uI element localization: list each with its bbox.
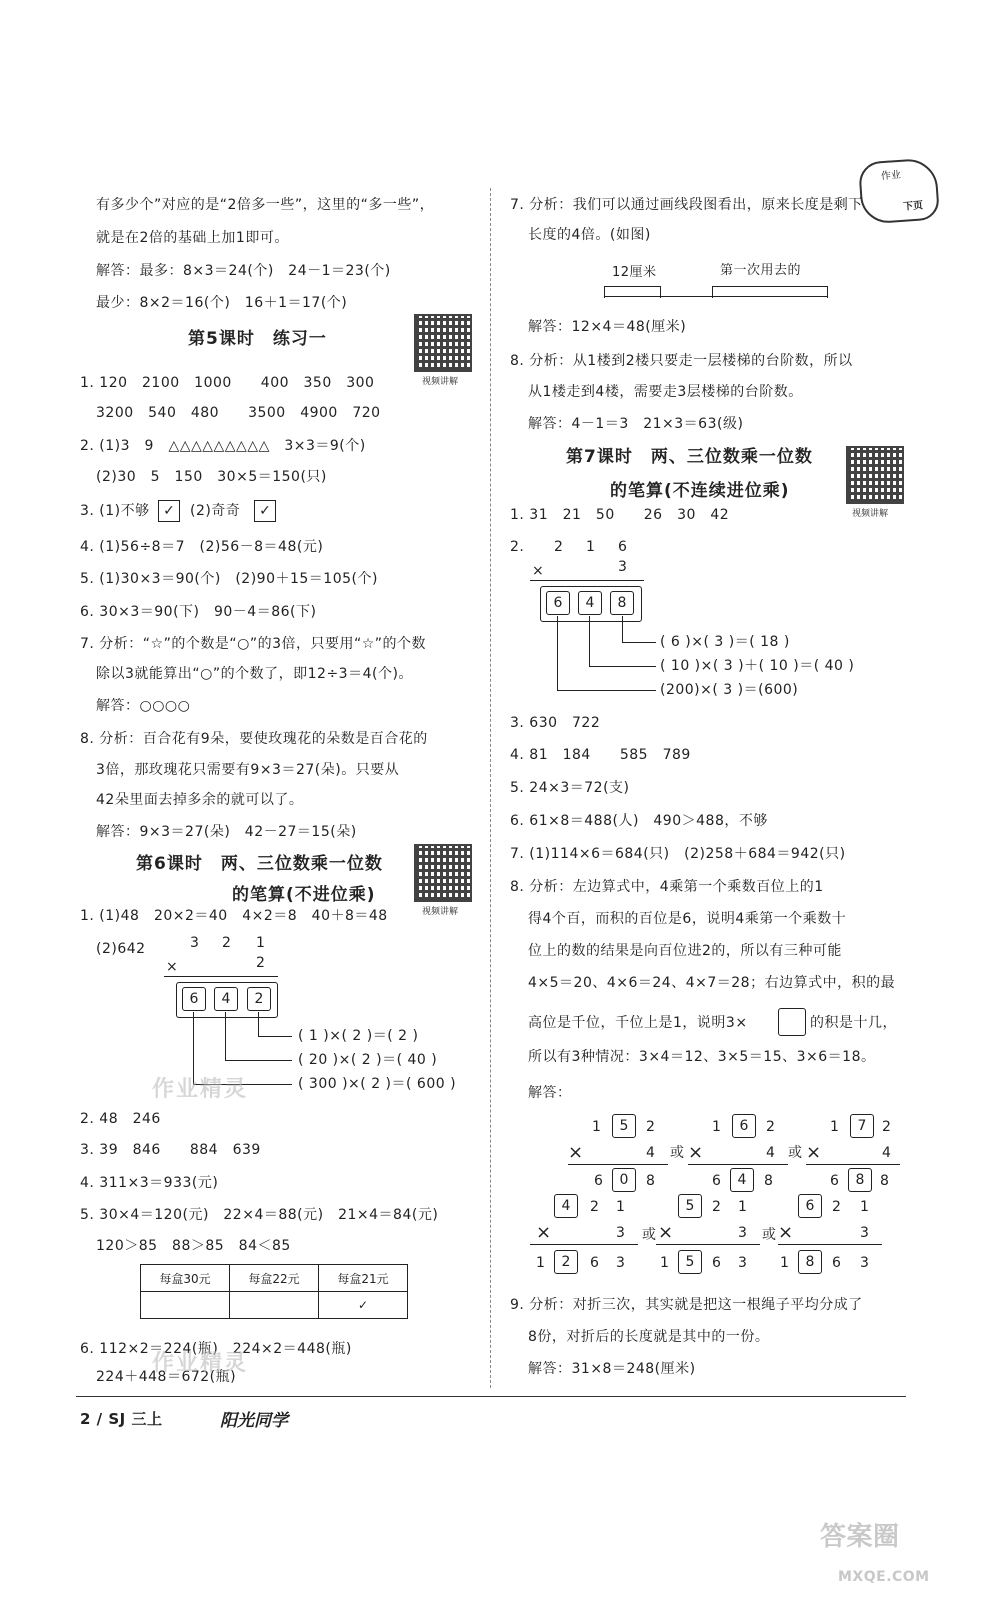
qr-code[interactable] — [848, 448, 902, 502]
l7-q2: 2. — [510, 539, 525, 555]
table-cell: ✓ — [319, 1292, 408, 1319]
table-cell — [141, 1292, 230, 1319]
connector — [622, 642, 656, 643]
lesson7-title-line1: 第7课时 两、三位数乘一位数 — [566, 447, 813, 467]
connector — [258, 1036, 292, 1037]
digit: 4 — [882, 1145, 892, 1161]
digit: 6 — [832, 1255, 842, 1271]
l7-q7: 7. (1)114×6＝684(只) (2)258＋684＝942(只) — [510, 846, 846, 862]
digit: 2 — [554, 539, 564, 555]
l6-q5-line1: 5. 30×4＝120(元) 22×4＝88(元) 21×4＝84(元) — [80, 1207, 439, 1223]
digit: 3 — [616, 1225, 626, 1241]
l6-q1-line2: (2)642 — [96, 941, 146, 957]
sum-line — [530, 1244, 638, 1245]
times-sign: × — [806, 1142, 822, 1163]
l7-q8-line3: 位上的数的结果是向百位进2的，所以有三种可能 — [528, 943, 842, 959]
table-row — [141, 1265, 408, 1292]
segment-line — [604, 296, 828, 297]
answer-box: 6 — [798, 1194, 822, 1218]
times-sign: × — [658, 1222, 674, 1243]
l5-q2-line1: 2. (1)3 9 △△△△△△△△△ 3×3＝9(个) — [80, 438, 366, 454]
answer-box: 5 — [678, 1250, 702, 1274]
times-sign: × — [536, 1222, 552, 1243]
or-text: 或 — [642, 1227, 657, 1243]
l7-q8-line5b: 的积是十几， — [810, 1015, 897, 1031]
l7-q8-answer: 解答： — [528, 1085, 572, 1101]
answer-box: 2 — [554, 1250, 578, 1274]
video-caption: 视频讲解 — [422, 907, 459, 917]
qr-code[interactable] — [416, 846, 470, 900]
digit: 3 — [616, 1255, 626, 1271]
answer-box: 5 — [612, 1114, 636, 1138]
intro-line-2: 就是在2倍的基础上加1即可。 — [96, 230, 289, 246]
l7-q4: 4. 81 184 585 789 — [510, 747, 691, 763]
l5-q1-line2: 3200 540 480 3500 4900 720 — [96, 405, 381, 421]
digit: 2 — [222, 935, 232, 951]
lesson6-title-line1: 第6课时 两、三位数乘一位数 — [136, 854, 383, 874]
sum-line — [530, 580, 644, 581]
connector — [225, 1060, 292, 1061]
digit: 1 — [860, 1199, 870, 1215]
digit: 1 — [592, 1119, 602, 1135]
sum-line — [778, 1244, 882, 1245]
connector — [557, 616, 558, 690]
segment-tick — [827, 286, 828, 298]
corner-watermark: 答案圈 — [820, 1522, 900, 1552]
l5-q1-line1: 1. 120 2100 1000 400 350 300 — [80, 375, 375, 391]
l5-q8-line1: 8. 分析：百合花有9朵，要使玫瑰花的朵数是百合花的 — [80, 731, 428, 747]
sum-line — [688, 1164, 788, 1165]
answer-box: 8 — [848, 1168, 872, 1192]
answer-vertical — [778, 1190, 882, 1270]
column-divider — [490, 188, 491, 1388]
digit: 6 — [594, 1173, 604, 1189]
digit: 1 — [738, 1199, 748, 1215]
l6-q2: 2. 48 246 — [80, 1111, 161, 1127]
answer-box: 7 — [850, 1114, 874, 1138]
sum-line — [806, 1164, 900, 1165]
digit: 2 — [712, 1199, 722, 1215]
digit: 2 — [646, 1119, 656, 1135]
l5-q4: 4. (1)56÷8＝7 (2)56－8＝48(元) — [80, 539, 324, 555]
l5-q5: 5. (1)30×3＝90(个) (2)90＋15＝105(个) — [80, 571, 378, 587]
l7-q8-line4: 4×5＝20、4×6＝24、4×7＝28；右边算式中，积的最 — [528, 975, 896, 991]
check-box: ✓ — [254, 500, 276, 522]
table-cell — [230, 1292, 319, 1319]
l6-q6-line1: 6. 112×2＝224(瓶) 224×2＝448(瓶) — [80, 1341, 352, 1357]
lesson7-title-line2: 的笔算(不连续进位乘) — [610, 481, 790, 501]
corner-watermark-url: MXQE.COM — [838, 1569, 930, 1585]
times-sign: × — [688, 1142, 704, 1163]
l5-q3-part2: (2)奇奇 — [190, 503, 241, 519]
result-digit: 8 — [610, 591, 634, 615]
segment-tick — [712, 286, 713, 298]
partial-product: ( 10 )×( 3 )＋( 10 )＝( 40 ) — [660, 658, 855, 674]
l7-q1: 1. 31 21 50 26 30 42 — [510, 507, 730, 523]
digit: 1 — [830, 1119, 840, 1135]
result-digit: 2 — [247, 987, 271, 1011]
digit: 6 — [712, 1173, 722, 1189]
digit: 3 — [860, 1255, 870, 1271]
l7-q8-line2: 得4个百，而积的百位是6，说明4乘第一个乘数十 — [528, 911, 847, 927]
result-digit: 4 — [578, 591, 602, 615]
table-header-cell: 每盒21元 — [319, 1265, 408, 1292]
answer-box: 4 — [730, 1168, 754, 1192]
answer-vertical — [806, 1094, 900, 1174]
l5-q8-line2: 3倍，那玫瑰花只需要有9×3＝27(朵)。只要从 — [96, 762, 400, 778]
answer-box: 8 — [798, 1250, 822, 1274]
stamp-next: 下页 — [902, 200, 924, 213]
table-row — [141, 1292, 408, 1319]
corner-stamp — [858, 157, 940, 224]
connector — [589, 616, 590, 666]
segment-diagram — [604, 284, 828, 300]
watermark: 作业精灵 — [152, 1077, 249, 1102]
r-q7-answer: 解答：12×4＝48(厘米) — [528, 319, 687, 335]
segment-label: 第一次用去的 — [720, 263, 802, 278]
digit: 6 — [618, 539, 628, 555]
sum-line — [656, 1244, 760, 1245]
l5-q8-line3: 42朵里面去掉多余的就可以了。 — [96, 792, 304, 808]
l5-q6: 6. 30×3＝90(下) 90－4＝86(下) — [80, 604, 317, 620]
l7-q6: 6. 61×8＝488(人) 490＞488，不够 — [510, 813, 768, 829]
check-box: ✓ — [158, 500, 180, 522]
digit: 6 — [712, 1255, 722, 1271]
l7-q5: 5. 24×3＝72(支) — [510, 780, 630, 796]
answer-box: 5 — [678, 1194, 702, 1218]
table-header-cell: 每盒22元 — [230, 1265, 319, 1292]
digit: 2 — [832, 1199, 842, 1215]
r-q8-line2: 从1楼走到4楼，需要走3层楼梯的台阶数。 — [528, 384, 803, 400]
l7-q8-line1: 8. 分析：左边算式中，4乘第一个乘数百位上的1 — [510, 879, 824, 895]
table-header-cell: 每盒30元 — [141, 1265, 230, 1292]
partial-product: (200)×( 3 )＝(600) — [660, 682, 799, 698]
footer-rule — [76, 1396, 906, 1397]
times-sign: × — [532, 563, 545, 579]
brand-logo: 阳光同学 — [220, 1411, 288, 1431]
l6-q1-line1: 1. (1)48 20×2＝40 4×2＝8 40＋8＝48 — [80, 908, 388, 924]
times-sign: × — [166, 959, 179, 975]
connector — [589, 666, 656, 667]
l5-q8-answer: 解答：9×3＝27(朵) 42－27＝15(朵) — [96, 824, 357, 840]
connector — [622, 616, 623, 642]
digit: 4 — [646, 1145, 656, 1161]
l7-q8-line5a: 高位是千位，千位上是1，说明3× — [528, 1015, 748, 1031]
intro-answer-1: 解答：最多：8×3＝24(个) 24－1＝23(个) — [96, 263, 391, 279]
segment-label: 12厘米 — [612, 265, 657, 280]
digit: 3 — [860, 1225, 870, 1241]
partial-product: ( 1 )×( 2 )＝( 2 ) — [298, 1028, 419, 1044]
l6-q4: 4. 311×3＝933(元) — [80, 1175, 219, 1191]
price-table — [140, 1264, 408, 1319]
l7-q3: 3. 630 722 — [510, 715, 601, 731]
l5-q7-answer: 解答：○○○○ — [96, 698, 191, 714]
answer-vertical — [530, 1190, 638, 1270]
sum-line — [164, 976, 278, 977]
answer-vertical — [568, 1094, 668, 1174]
segment-brace — [604, 286, 660, 287]
digit: 1 — [536, 1255, 546, 1271]
digit: 8 — [646, 1173, 656, 1189]
digit: 2 — [590, 1199, 600, 1215]
digit: 8 — [764, 1173, 774, 1189]
l7-q9-line2: 8份，对折后的长度就是其中的一份。 — [528, 1329, 770, 1345]
r-q7-line1: 7. 分析：我们可以通过画线段图看出，原来长度是剩下 — [510, 197, 863, 213]
page-number: 2 / SJ 三上 — [80, 1410, 163, 1428]
l5-q2-line2: (2)30 5 150 30×5＝150(只) — [96, 469, 327, 485]
answer-box: 6 — [732, 1114, 756, 1138]
or-text: 或 — [788, 1145, 803, 1161]
result-digit: 6 — [182, 987, 206, 1011]
digit: 3 — [738, 1255, 748, 1271]
r-q8-answer: 解答：4－1＝3 21×3＝63(级) — [528, 416, 744, 432]
answer-vertical — [656, 1190, 760, 1270]
intro-line-1: 有多少个”对应的是“2倍多一些”，这里的“多一些”， — [96, 197, 435, 213]
times-sign: × — [778, 1222, 794, 1243]
segment-tick — [660, 286, 661, 298]
times-sign: × — [568, 1142, 584, 1163]
l7-q9-line1: 9. 分析：对折三次，其实就是把这一根绳子平均分成了 — [510, 1297, 863, 1313]
digit: 1 — [712, 1119, 722, 1135]
answer-vertical — [688, 1094, 788, 1174]
digit: 4 — [766, 1145, 776, 1161]
digit: 1 — [780, 1255, 790, 1271]
result-digit: 6 — [546, 591, 570, 615]
connector — [557, 690, 656, 691]
digit: 6 — [830, 1173, 840, 1189]
digit: 3 — [190, 935, 200, 951]
digit: 3 — [618, 559, 628, 575]
blank-box — [778, 1008, 806, 1036]
l6-q6-line2: 224＋448＝672(瓶) — [96, 1369, 237, 1385]
segment-brace — [712, 286, 827, 287]
digit: 3 — [738, 1225, 748, 1241]
segment-tick — [604, 286, 605, 298]
digit: 1 — [586, 539, 596, 555]
digit: 2 — [882, 1119, 892, 1135]
or-text: 或 — [762, 1227, 777, 1243]
l6-q3: 3. 39 846 884 639 — [80, 1142, 261, 1158]
digit: 2 — [256, 955, 266, 971]
digit: 1 — [256, 935, 266, 951]
watermark: 作业精灵 — [152, 1351, 249, 1376]
lesson6-title-line2: 的笔算(不进位乘) — [232, 885, 376, 905]
sum-line — [568, 1164, 668, 1165]
partial-product: ( 300 )×( 2 )＝( 600 ) — [298, 1076, 457, 1092]
l5-q7-line2: 除以3就能算出“○”的个数了，即12÷3＝4(个)。 — [96, 666, 413, 682]
l6-q5-line2: 120＞85 88＞85 84＜85 — [96, 1238, 291, 1254]
l5-q7-line1: 7. 分析：“☆”的个数是“○”的3倍，只要用“☆”的个数 — [80, 636, 427, 652]
or-text: 或 — [670, 1145, 685, 1161]
lesson5-title: 第5课时 练习一 — [188, 329, 327, 349]
answer-box: 0 — [612, 1168, 636, 1192]
connector — [225, 1012, 226, 1060]
r-q8-line1: 8. 分析：从1楼到2楼只要走一层楼梯的台阶数，所以 — [510, 353, 853, 369]
qr-code[interactable] — [416, 316, 470, 370]
l7-q9-answer: 解答：31×8＝248(厘米) — [528, 1361, 696, 1377]
stamp-text: 作业 — [880, 169, 902, 183]
r-q7-line2: 长度的4倍。(如图) — [528, 227, 651, 243]
digit: 1 — [660, 1255, 670, 1271]
partial-product: ( 20 )×( 2 )＝( 40 ) — [298, 1052, 438, 1068]
l7-q8-line6: 所以有3种情况：3×4＝12、3×5＝15、3×6＝18。 — [528, 1049, 876, 1065]
digit: 2 — [766, 1119, 776, 1135]
digit: 1 — [616, 1199, 626, 1215]
result-digit: 4 — [214, 987, 238, 1011]
intro-answer-2: 最少：8×2＝16(个) 16＋1＝17(个) — [96, 295, 348, 311]
video-caption: 视频讲解 — [852, 509, 889, 519]
video-caption: 视频讲解 — [422, 377, 459, 387]
answer-box: 4 — [554, 1194, 578, 1218]
digit: 8 — [880, 1173, 890, 1189]
connector — [258, 1012, 259, 1036]
l5-q3-part1: 3. (1)不够 — [80, 503, 150, 519]
digit: 6 — [590, 1255, 600, 1271]
partial-product: ( 6 )×( 3 )＝( 18 ) — [660, 634, 790, 650]
